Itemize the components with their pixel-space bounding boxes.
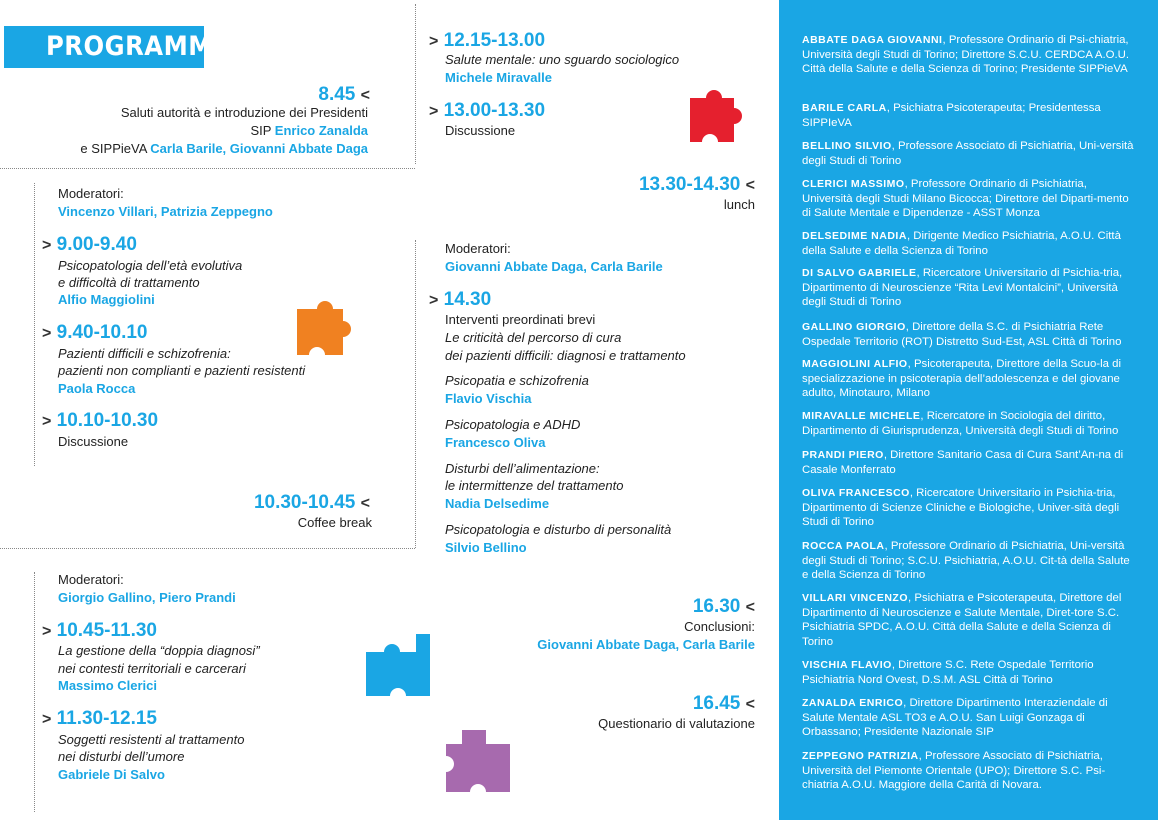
speaker: Gabriele Di Salvo [58,767,165,782]
talk-title: Psicopatologia e ADHD [445,417,581,432]
speaker-bio [802,658,1136,687]
moderators-label: Moderatori: [445,241,511,256]
time-13-30: 13.30-14.30 < [638,174,755,195]
speaker-bio [802,357,1136,401]
speaker-bio [802,591,1136,649]
talk-title: Soggetti resistenti al trattamento [58,732,245,747]
speaker-bio-text: , Ricercatore in Sociologia del diritto, Dipartimento di Giurisprudenza, Università degli Studi di Torino [802,410,1119,437]
divider [34,572,35,812]
speaker: Flavio Vischia [445,391,532,406]
time-8-45: 8.45 < [318,84,370,105]
moderators-names: Giovanni Abbate Daga, Carla Barile [445,259,663,274]
speaker-bio-text: , Psichiatra e Psicoterapeuta, Direttore del Dipartimento di Neuroscienze e Salute Mentale, Diret-tore S.C. Psichiatria SPDC, A.O.U. Città della Salute e della Scienza di Torino [802,592,1122,648]
speaker: Silvio Bellino [445,540,527,555]
time-10-45: > 10.45-11.30 [42,620,157,641]
moderators-names: Vincenzo Villari, Patrizia Zeppegno [58,204,273,219]
time-10-30: 10.30-10.45 < [253,492,370,513]
speaker-bio-text: , Psichiatra Psicoterapeuta; Presidentessa SIPPIeVA [802,102,1101,129]
talk-title: le intermittenze del trattamento [445,478,624,493]
speaker-bio [802,448,1136,477]
speaker-bio-name: ZANALDA ENRICO [802,697,904,709]
speaker-bio-text: , Direttore Dipartimento Interaziendale di Salute Mentale ASL TO3 e A.O.U. San Luigi Gonzaga di Orbassano; Presidente Nazionale SIP [802,697,1108,738]
speaker-bio [802,749,1136,793]
speaker-bio [802,486,1136,530]
divider [34,183,35,466]
speaker-bio-text: , Direttore Sanitario Casa di Cura Sant’An-na di Casale Monferrato [802,449,1124,476]
divider [415,240,416,548]
speaker-bio-name: ABBATE DAGA GIOVANNI [802,34,943,46]
speaker-bio-name: OLIVA FRANCESCO [802,487,910,499]
talk-title: Psicopatologia dell’età evolutiva [58,258,243,273]
speaker-bio-text: , Psicoterapeuta, Direttore della Scuo-la di specializzazione in psicoterapia dell’adolescenza e del giovane adulto, Minotauro, Milano [802,358,1121,399]
speaker-bio-text: , Direttore della S.C. di Psichiatria Rete Ospedale Territorio (ROT) Distretto Sud-Est, ASL Città di Torino [802,321,1122,348]
speaker-bio-name: MAGGIOLINI ALFIO [802,358,908,370]
puzzle-piece-icon [444,728,514,794]
talk-title: nei disturbi dell’umore [58,749,185,764]
talk-title: dei pazienti difficili: diagnosi e trattamento [445,348,686,363]
speaker: Paola Rocca [58,381,136,396]
time-9-40: > 9.40-10.10 [42,322,148,343]
speaker-bio [802,139,1136,168]
talk-title: Psicopatia e schizofrenia [445,373,589,388]
time-9-00: > 9.00-9.40 [42,234,137,255]
speaker-bio-text: , Ricercatore Universitario di Psichia-tria, Dipartimento di Neuroscienze “Rita Levi Montalcini”, Università degli Studi di Torino [802,267,1123,308]
speaker-bio [802,539,1136,583]
speaker-bio [802,320,1136,349]
speaker-bio-name: GALLINO GIORGIO [802,321,906,333]
speaker-bio-text: , Dirigente Medico Psichiatria, A.O.U. Città della Salute e della Scienza di Torino [802,230,1121,257]
time-16-45: 16.45 < [692,693,755,714]
coffee-break: Coffee break [297,515,372,530]
conclusions-speakers: Giovanni Abbate Daga, Carla Barile [537,637,755,652]
speaker-bio-name: ROCCA PAOLA [802,540,885,552]
page-title: PROGRAMMA [4,26,204,68]
moderators-names: Giorgio Gallino, Piero Prandi [58,590,236,605]
time-14-30: > 14.30 [429,289,492,310]
speaker-bio-text: , Professore Associato di Psichiatria, Università del Piemonte Orientale (UPO); Direttore S.C. Psi-chiatria A.O.U. Maggiore della Carità di Novara. [802,750,1106,791]
moderators-label: Moderatori: [58,186,124,201]
puzzle-piece-icon [295,295,359,357]
speaker-bio-text: , Professore Associato di Psichiatria, Uni-versità degli Studi di Torino [802,140,1134,167]
speaker-bio-name: DELSEDIME NADIA [802,230,907,242]
welcome-line-2: SIP Enrico Zanalda [250,123,368,138]
welcome-line-3: e SIPPieVA Carla Barile, Giovanni Abbate Daga [80,141,368,156]
talk-title: Interventi preordinati brevi [445,312,596,327]
talk-title: nei contesti territoriali e carcerari [58,661,246,676]
speaker-bio-text: , Ricercatore Universitario in Psichia-tria, Dipartimento di Scienze Cliniche e Biologiche, Univer-sità degli Studi di Torino [802,487,1120,528]
discussion: Discussione [58,434,129,449]
talk-title: Disturbi dell’alimentazione: [445,461,600,476]
speaker: Francesco Oliva [445,435,546,450]
speaker-bio [802,229,1136,258]
talk-title: La gestione della “doppia diagnosi” [58,643,260,658]
speaker-bio [802,266,1136,310]
speaker-bio-text: , Professore Ordinario di Psi-chiatria, Università degli Studi di Torino; Direttore S.C.U. CERDCA A.O.U. Città della Salute e della Scienza di Torino; Presidente SIPPieVA [802,34,1130,75]
speaker: Massimo Clerici [58,678,157,693]
speaker: Michele Miravalle [445,70,552,85]
lunch: lunch [723,197,755,212]
speaker-bio [802,101,1136,130]
time-12-15: > 12.15-13.00 [429,30,546,51]
speaker-bio-name: BELLINO SILVIO [802,140,892,152]
divider [415,4,416,164]
time-16-30: 16.30 < [692,596,755,617]
speaker-bio-name: VISCHIA FLAVIO [802,659,892,671]
speaker-bio-name: CLERICI MASSIMO [802,178,905,190]
talk-title: e difficoltà di trattamento [58,275,200,290]
talk-title: pazienti non complianti e pazienti resistenti [58,363,306,378]
talk-title: Psicopatologia e disturbo di personalità [445,522,672,537]
speaker-bio-name: BARILE CARLA [802,102,887,114]
speaker-bio-text: , Professore Ordinario di Psichiatria, Università degli Studi Milano Bicocca; Direttore del Diparti-mento di Salute Mentale e Dipendenze - ASST Monza [802,178,1129,219]
speaker-bio [802,696,1136,740]
speaker-bio-text: , Direttore S.C. Rete Ospedale Territorio Psichiatria Nord Ovest, D.S.M. ASL Città di Torino [802,659,1094,686]
speaker: Alfio Maggiolini [58,292,155,307]
time-11-30: > 11.30-12.15 [42,708,157,729]
speaker-bio [802,33,1136,77]
puzzle-piece-icon [688,84,750,144]
divider [0,168,415,169]
divider [0,548,415,549]
speaker-bio-name: ZEPPEGNO PATRIZIA [802,750,919,762]
moderators-label: Moderatori: [58,572,124,587]
speaker-bio-name: MIRAVALLE MICHELE [802,410,921,422]
speaker-bio [802,409,1136,438]
speaker-bio-name: DI SALVO GABRIELE [802,267,917,279]
speaker-bio [802,177,1136,221]
speaker-bio-name: PRANDI PIERO [802,449,884,461]
speaker: Nadia Delsedime [445,496,550,511]
speaker-bio-text: , Professore Ordinario di Psichiatria, Uni-versità degli Studi di Torino; S.C.U. Psichiatria, A.O.U. Cit-tà della Salute e della Scienza di Torino [802,540,1130,581]
speaker-bio-name: VILLARI VINCENZO [802,592,909,604]
welcome-line-1: Saluti autorità e introduzione dei Presidenti [120,105,368,120]
talk-title: Salute mentale: uno sguardo sociologico [445,52,680,67]
conclusions-label: Conclusioni: [684,619,755,634]
talk-title: Le criticità del percorso di cura [445,330,622,345]
talk-title: Pazienti difficili e schizofrenia: [58,346,231,361]
evaluation-questionnaire: Questionario di valutazione [598,716,755,731]
discussion: Discussione [445,123,516,138]
puzzle-piece-icon [364,632,434,698]
time-10-10: > 10.10-10.30 [42,410,159,431]
time-13-00: > 13.00-13.30 [429,100,546,121]
